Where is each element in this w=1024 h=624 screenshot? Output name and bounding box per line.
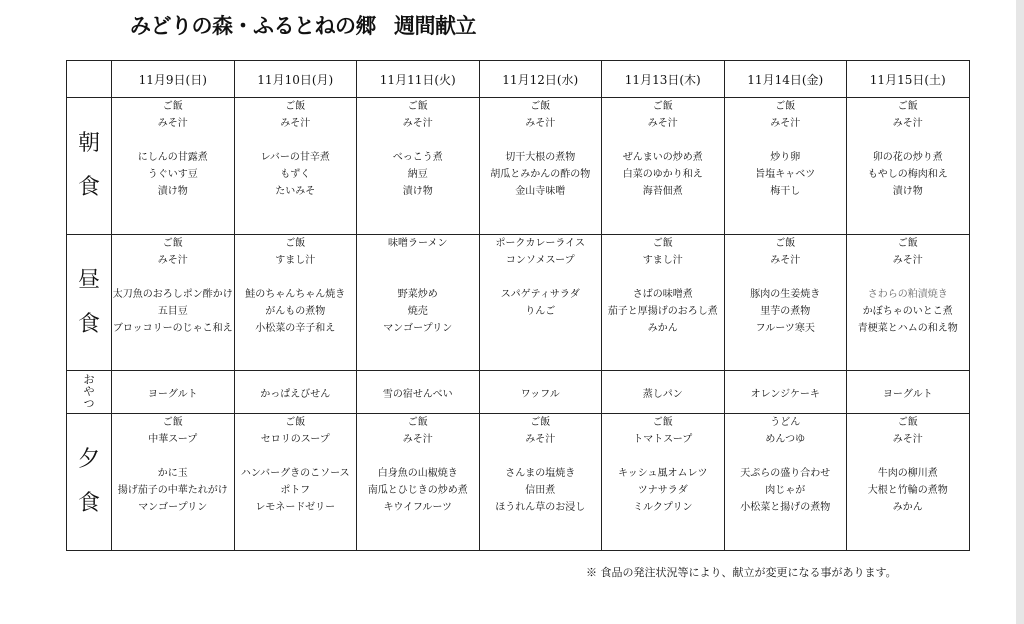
menu-item: めんつゆ (765, 434, 806, 445)
menu-item (480, 448, 602, 465)
dinner-cell (357, 414, 480, 551)
lunch-row (67, 235, 970, 371)
menu-item: 揚げ茄子の中華たれがけ (117, 485, 228, 496)
menu-item: ご飯 (775, 101, 796, 112)
facility-name: みどりの森・ふるとねの郷 (130, 13, 376, 38)
menu-item: ミルクプリン (633, 502, 693, 513)
menu-item: さわらの粕漬焼き (867, 289, 948, 300)
day-header: 11月14日(金) (724, 61, 847, 98)
dinner-cell (602, 414, 725, 551)
day-header: 11月13日(木) (602, 61, 725, 98)
menu-item (357, 269, 479, 286)
menu-item (112, 132, 234, 149)
menu-item: ご飯 (897, 417, 918, 428)
menu-item: マンゴープリン (138, 502, 208, 513)
dinner-row (67, 414, 970, 551)
menu-item: かぼちゃのいとこ煮 (862, 306, 953, 317)
menu-item: 卯の花の炒り煮 (872, 152, 943, 163)
menu-item: 天ぷらの盛り合わせ (740, 468, 831, 479)
menu-item: 鮭のちゃんちゃん焼き (245, 289, 346, 300)
menu-item: もずく (280, 169, 311, 180)
breakfast-cell (479, 98, 602, 235)
menu-item: みそ汁 (525, 434, 556, 445)
menu-item (725, 269, 847, 286)
snack-cell: オレンジケーキ (724, 371, 847, 414)
menu-item: みかん (892, 502, 923, 513)
menu-item: 中華スープ (148, 434, 198, 445)
breakfast-label: 朝 食 (67, 98, 112, 235)
menu-item: 小松菜と揚げの煮物 (740, 502, 831, 513)
menu-item: ご飯 (407, 101, 428, 112)
menu-item: 海苔佃煮 (642, 186, 683, 197)
menu-item: 牛肉の柳川煮 (877, 468, 938, 479)
page-title (130, 10, 476, 40)
menu-item: 金山寺味噌 (515, 186, 566, 197)
menu-item: ご飯 (162, 101, 183, 112)
menu-item: 漬け物 (402, 186, 433, 197)
change-notice: ※ 食品の発注状況等により、献立が変更になる事があります。 (586, 566, 897, 579)
menu-item (357, 252, 479, 269)
menu-item: 胡瓜とみかんの酢の物 (490, 169, 591, 180)
menu-item: ご飯 (285, 238, 306, 249)
menu-item: 信田煮 (525, 485, 556, 496)
menu-item: みそ汁 (157, 255, 188, 266)
menu-item (480, 132, 602, 149)
menu-item: スパゲティサラダ (500, 289, 580, 300)
menu-item: ご飯 (530, 417, 551, 428)
day-header-row (67, 61, 970, 98)
menu-item (847, 448, 969, 465)
breakfast-row (67, 98, 970, 235)
menu-item: ほうれん草のお浸し (495, 502, 586, 513)
dinner-cell (479, 414, 602, 551)
menu-item: 五目豆 (157, 306, 188, 317)
menu-item: キッシュ風オムレツ (617, 468, 708, 479)
menu-item: みそ汁 (402, 118, 433, 129)
menu-item: 茄子と厚揚げのおろし煮 (607, 306, 718, 317)
day-header: 11月10日(月) (234, 61, 357, 98)
menu-item (235, 448, 357, 465)
menu-item: 大根と竹輪の煮物 (867, 485, 948, 496)
dinner-cell (234, 414, 357, 551)
menu-item: ご飯 (162, 238, 183, 249)
menu-item: ツナサラダ (637, 485, 688, 496)
menu-item: マンゴープリン (383, 323, 453, 334)
dinner-label: 夕 食 (67, 414, 112, 551)
menu-item: みそ汁 (770, 255, 801, 266)
breakfast-cell (847, 98, 970, 235)
lunch-cell (112, 235, 235, 371)
menu-item: 炒り卵 (770, 152, 801, 163)
menu-item: ご飯 (530, 101, 551, 112)
menu-item: みそ汁 (525, 118, 556, 129)
day-header: 11月9日(日) (112, 61, 235, 98)
dinner-cell (724, 414, 847, 551)
menu-item (235, 132, 357, 149)
menu-item (602, 269, 724, 286)
menu-item: 青梗菜とハムの和え物 (857, 323, 958, 334)
window-edge (1016, 0, 1024, 624)
lunch-cell (724, 235, 847, 371)
menu-item (480, 320, 602, 337)
menu-item: ご飯 (407, 417, 428, 428)
menu-item (112, 269, 234, 286)
menu-item: うぐいす豆 (147, 169, 198, 180)
menu-item: かに玉 (157, 468, 188, 479)
menu-item: ハンバーグきのこソース (240, 468, 350, 479)
menu-item: ご飯 (897, 101, 918, 112)
menu-item: ご飯 (775, 238, 796, 249)
menu-item: ご飯 (285, 417, 306, 428)
snack-cell: ヨーグルト (847, 371, 970, 414)
day-header: 11月11日(火) (357, 61, 480, 98)
menu-item: みそ汁 (892, 118, 923, 129)
snack-row (67, 371, 970, 414)
menu-item: トマトスープ (633, 434, 693, 445)
menu-item: フルーツ寒天 (755, 323, 815, 334)
menu-item (725, 132, 847, 149)
corner-cell (67, 61, 112, 98)
snack-cell: 蒸しパン (602, 371, 725, 414)
menu-item: 梅干し (770, 186, 801, 197)
menu-item (602, 448, 724, 465)
menu-item: 旨塩キャベツ (755, 169, 816, 180)
menu-item: ポークカレーライス (495, 238, 586, 249)
menu-item: 白身魚の山椒焼き (377, 468, 458, 479)
snack-cell: かっぱえびせん (234, 371, 357, 414)
menu-item: 漬け物 (892, 186, 923, 197)
menu-item: 切干大根の煮物 (505, 152, 576, 163)
menu-item: たいみそ (275, 186, 316, 197)
lunch-cell (479, 235, 602, 371)
menu-item: すまし汁 (275, 255, 316, 266)
menu-item: レバーの甘辛煮 (260, 152, 330, 163)
menu-item: もやしの梅肉和え (867, 169, 948, 180)
lunch-cell (234, 235, 357, 371)
menu-item: 肉じゃが (765, 485, 806, 496)
menu-item: ご飯 (162, 417, 183, 428)
dinner-cell (847, 414, 970, 551)
menu-item (235, 269, 357, 286)
menu-item (112, 448, 234, 465)
menu-item (602, 132, 724, 149)
snack-label: お や つ (67, 371, 112, 414)
menu-item: キウイフルーツ (383, 502, 453, 513)
menu-item: ご飯 (652, 417, 673, 428)
day-header: 11月12日(水) (479, 61, 602, 98)
breakfast-cell (357, 98, 480, 235)
menu-item: すまし汁 (642, 255, 683, 266)
menu-item: 南瓜とひじきの炒め煮 (367, 485, 468, 496)
snack-cell: ワッフル (479, 371, 602, 414)
menu-item: ポトフ (280, 485, 311, 496)
menu-item: みそ汁 (402, 434, 433, 445)
menu-item: ぜんまいの炒め煮 (622, 152, 703, 163)
menu-item: 味噌ラーメン (388, 238, 448, 249)
menu-item: 納豆 (407, 169, 428, 180)
menu-item: にしんの甘露煮 (137, 152, 208, 163)
snack-cell: 雪の宿せんべい (357, 371, 480, 414)
menu-item: 里芋の煮物 (760, 306, 811, 317)
menu-item: セロリのスープ (260, 434, 330, 445)
menu-item: ご飯 (652, 238, 673, 249)
menu-item: みそ汁 (280, 118, 311, 129)
menu-item (725, 448, 847, 465)
menu-item: さばの味噌煮 (632, 289, 693, 300)
lunch-label: 昼 食 (67, 235, 112, 371)
menu-item: 白菜のゆかり和え (622, 169, 703, 180)
menu-item: みかん (647, 323, 678, 334)
menu-item (357, 132, 479, 149)
breakfast-cell (234, 98, 357, 235)
menu-item: みそ汁 (892, 434, 923, 445)
menu-item: 太刀魚のおろしポン酢かけ (112, 289, 233, 300)
weekly-menu-table (66, 60, 970, 551)
breakfast-cell (602, 98, 725, 235)
menu-item: みそ汁 (892, 255, 923, 266)
menu-item: 豚肉の生姜焼き (750, 289, 821, 300)
menu-item: ご飯 (285, 101, 306, 112)
lunch-cell (602, 235, 725, 371)
menu-item: 野菜炒め (397, 289, 438, 300)
menu-item: りんご (525, 306, 556, 317)
menu-item: ご飯 (652, 101, 673, 112)
menu-item (357, 448, 479, 465)
menu-item (480, 269, 602, 286)
menu-item: みそ汁 (770, 118, 801, 129)
menu-item: レモネードゼリー (255, 502, 336, 513)
snack-cell: ヨーグルト (112, 371, 235, 414)
day-header: 11月15日(土) (847, 61, 970, 98)
title-subtitle: 週間献立 (394, 13, 476, 38)
menu-item: さんまの塩焼き (505, 468, 576, 479)
menu-item: 漬け物 (157, 186, 188, 197)
lunch-cell (357, 235, 480, 371)
menu-item: がんもの煮物 (265, 306, 326, 317)
menu-item: 小松菜の辛子和え (255, 323, 336, 334)
menu-item: べっこう煮 (392, 152, 443, 163)
dinner-cell (112, 414, 235, 551)
menu-item: ブロッコリーのじゃこ和え (112, 323, 233, 334)
menu-item: みそ汁 (157, 118, 188, 129)
menu-item: ご飯 (897, 238, 918, 249)
menu-item: うどん (770, 417, 801, 428)
breakfast-cell (724, 98, 847, 235)
lunch-cell (847, 235, 970, 371)
menu-item (847, 132, 969, 149)
menu-item: コンソメスープ (505, 255, 575, 266)
breakfast-cell (112, 98, 235, 235)
menu-item (847, 269, 969, 286)
menu-item: みそ汁 (647, 118, 678, 129)
menu-item: 焼売 (407, 306, 428, 317)
